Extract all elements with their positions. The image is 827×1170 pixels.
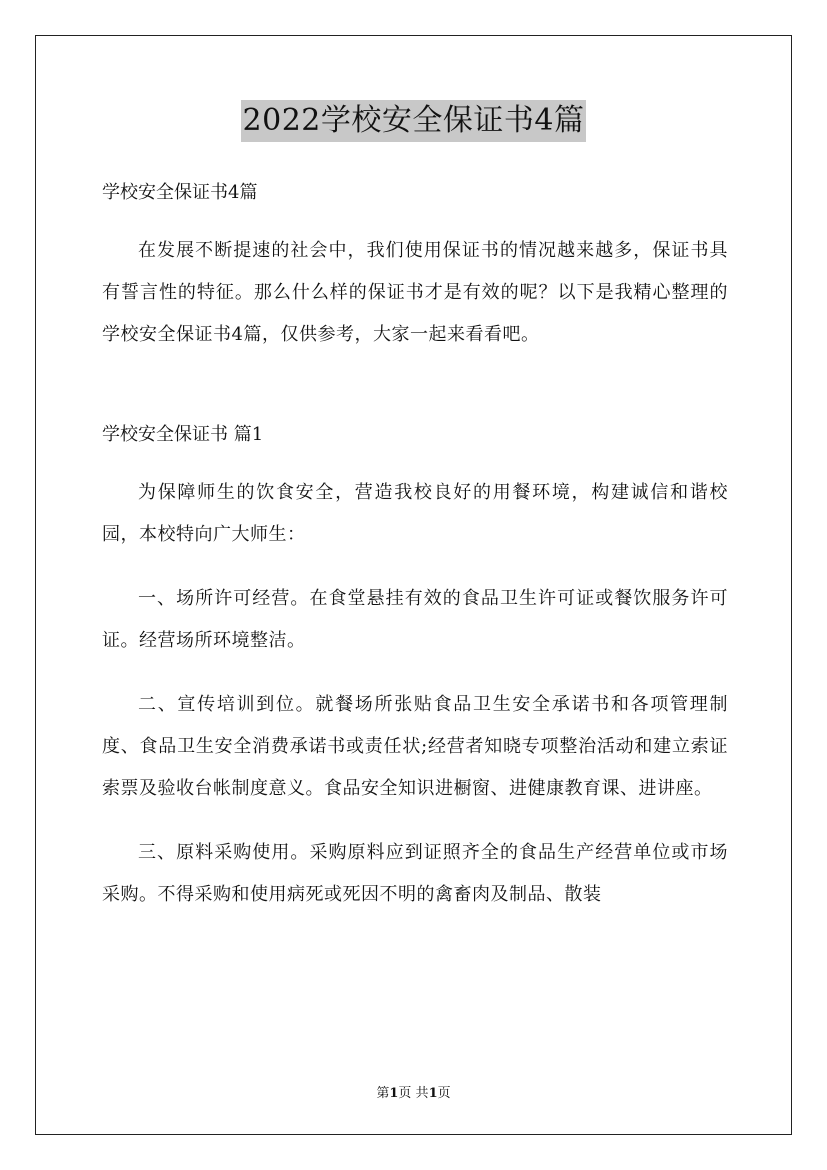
document-subtitle: 学校安全保证书4篇 (102, 182, 258, 203)
body-paragraph-1: 为保障师生的饮食安全，营造我校良好的用餐环境，构建诚信和谐校园，本校特向广大师生： (102, 482, 728, 545)
spacer (102, 662, 728, 684)
intro-paragraph: 在发展不断提速的社会中，我们使用保证书的情况越来越多，保证书具有誓言性的特征。那么什么样的保证书才是有效的呢？以下是我精心整理的学校安全保证书4篇，仅供参考，大家一起来看看吧。 (102, 240, 728, 345)
spacer (102, 556, 728, 578)
page-label-mid: 页 共 (398, 1086, 429, 1101)
page-label-prefix: 第 (376, 1086, 390, 1101)
page-total: 1 (428, 1086, 438, 1101)
spacer (102, 456, 728, 472)
title-wrap (0, 100, 827, 142)
spacer (102, 810, 728, 832)
page-footer (0, 1082, 827, 1101)
document-body (102, 172, 728, 916)
document-title: 2022学校安全保证书4篇 (241, 100, 587, 142)
body-paragraph-3: 二、宣传培训到位。就餐场所张贴食品卫生安全承诺书和各项管理制度、食品卫生安全消费承诺书或责任状;经营者知晓专项整治活动和建立索证索票及验收台帐制度意义。食品安全知识进橱窗、进健康教育课、进讲座。 (102, 694, 728, 799)
section-heading: 学校安全保证书 篇1 (102, 424, 264, 445)
body-paragraph-2: 一、场所许可经营。在食堂悬挂有效的食品卫生许可证或餐饮服务许可证。经营场所环境整洁。 (102, 588, 728, 651)
spacer (102, 214, 728, 230)
body-paragraph-4: 三、原料采购使用。采购原料应到证照齐全的食品生产经营单位或市场采购。不得采购和使用病死或死因不明的禽畜肉及制品、散装 (102, 842, 728, 905)
page-label-suffix: 页 (437, 1086, 451, 1101)
spacer (102, 356, 728, 414)
page-current: 1 (389, 1086, 399, 1101)
